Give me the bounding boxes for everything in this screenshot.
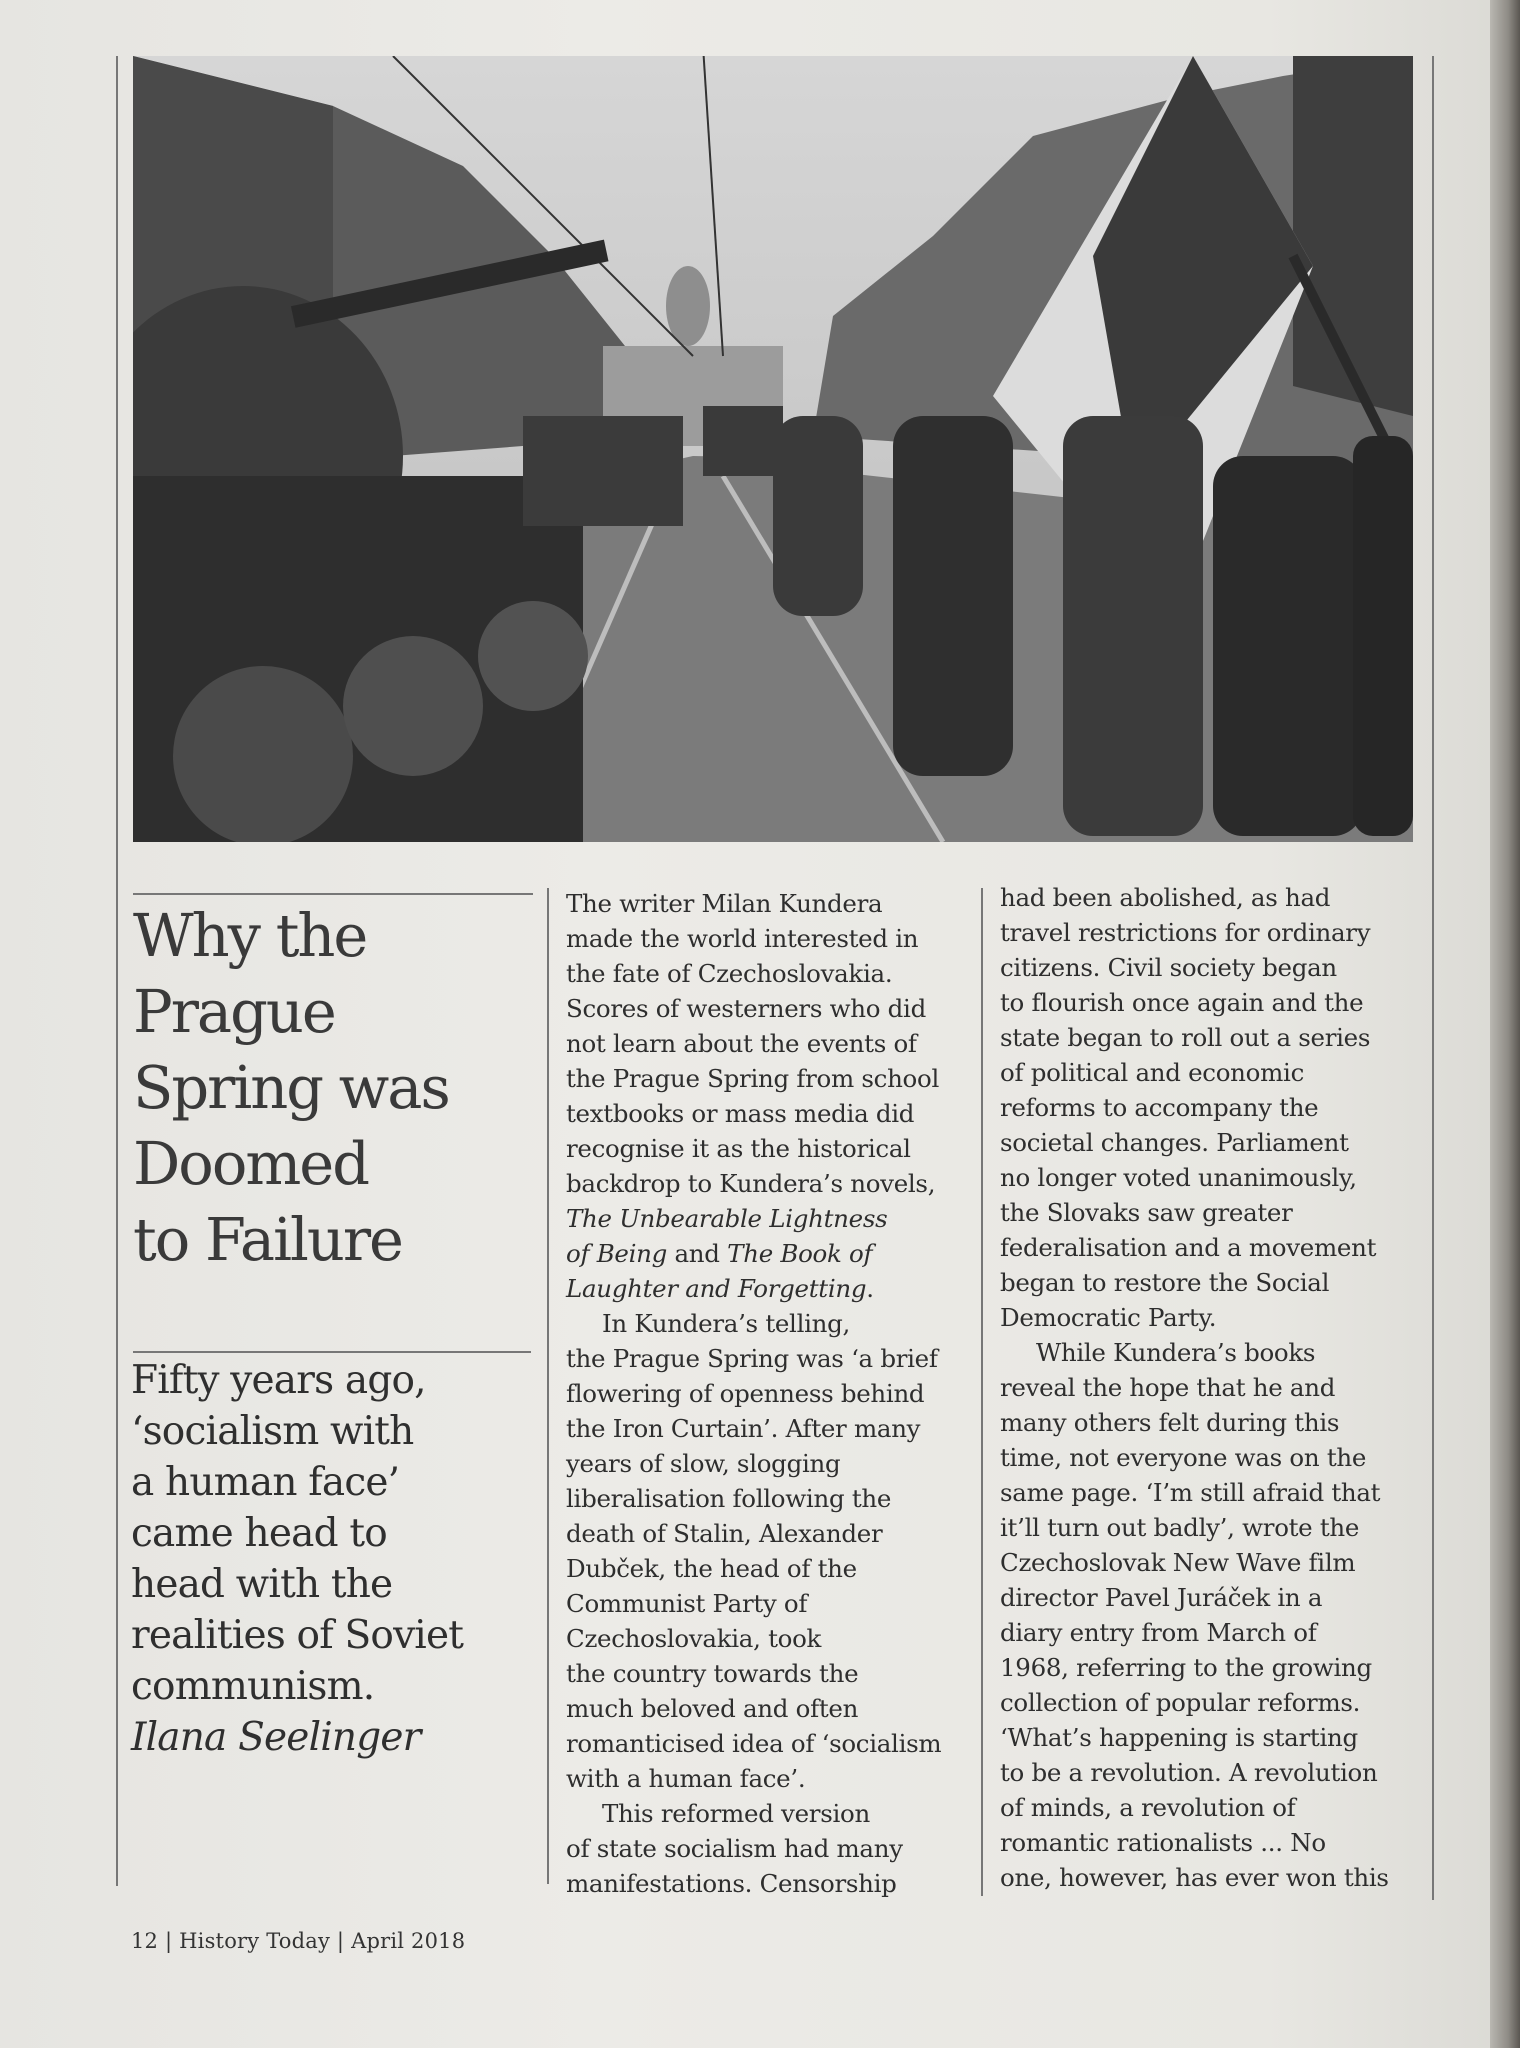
text-line: textbooks or mass media did xyxy=(566,1099,915,1128)
text-line: state began to roll out a series xyxy=(1000,1023,1371,1052)
text-line: no longer voted unanimously, xyxy=(1000,1163,1357,1192)
text-line: it’ll turn out badly’, wrote the xyxy=(1000,1513,1360,1542)
text-line: the country towards the xyxy=(566,1659,859,1688)
text-line: the Prague Spring from school xyxy=(566,1064,939,1093)
standfirst-line: communism. xyxy=(131,1664,375,1709)
text-line: backdrop to Kundera’s novels, xyxy=(566,1169,936,1198)
text-line: travel restrictions for ordinary xyxy=(1000,918,1371,947)
text-line: of political and economic xyxy=(1000,1058,1304,1087)
author-name: Ilana Seelinger xyxy=(131,1715,421,1760)
paragraph xyxy=(1000,1335,1410,1895)
text-line xyxy=(566,1236,966,1271)
text-line: romantic rationalists ... No xyxy=(1000,1828,1326,1857)
text-line: not learn about the events of xyxy=(566,1029,917,1058)
column-rule-right-edge xyxy=(1432,56,1434,1900)
text-line: of state socialism had many xyxy=(566,1834,903,1863)
paragraph xyxy=(566,1796,966,1901)
text-line: director Pavel Juráček in a xyxy=(1000,1583,1323,1612)
title-top-rule xyxy=(133,893,533,895)
text-line: Scores of westerners who did xyxy=(566,994,926,1023)
text-line: collection of popular reforms. xyxy=(1000,1688,1361,1717)
text-line: Communist Party of xyxy=(566,1589,808,1618)
paragraph xyxy=(1000,880,1410,1335)
article-standfirst xyxy=(131,1355,551,1763)
text-line: 1968, referring to the growing xyxy=(1000,1653,1372,1682)
standfirst-line: realities of Soviet xyxy=(131,1613,464,1658)
text-line: the Iron Curtain’. After many xyxy=(566,1414,921,1443)
text-line: While Kundera’s books xyxy=(1036,1338,1316,1367)
text-line: In Kundera’s telling, xyxy=(602,1309,851,1338)
standfirst-line: a human face’ xyxy=(131,1460,400,1505)
column-rule-left-edge xyxy=(116,56,118,1886)
article-title xyxy=(133,898,533,1278)
text-line: had been abolished, as had xyxy=(1000,883,1331,912)
text-line: with a human face’. xyxy=(566,1764,806,1793)
text-line: years of slow, slogging xyxy=(566,1449,841,1478)
title-line: to Failure xyxy=(133,1205,402,1274)
text-line: death of Stalin, Alexander xyxy=(566,1519,883,1548)
text-line: the Slovaks saw greater xyxy=(1000,1198,1293,1227)
text-line: much beloved and often xyxy=(566,1694,859,1723)
punctuation: . xyxy=(866,1274,874,1303)
text-line: of minds, a revolution of xyxy=(1000,1793,1296,1822)
book-title: Laughter and Forgetting xyxy=(566,1274,867,1303)
text-line: Democratic Party. xyxy=(1000,1303,1217,1332)
body-column-2 xyxy=(566,886,966,1901)
text-line: citizens. Civil society began xyxy=(1000,953,1337,982)
text-line xyxy=(566,1271,966,1306)
text-line xyxy=(566,1201,966,1236)
article-photo-tanks-prague xyxy=(133,56,1413,842)
text-line: ‘What’s happening is starting xyxy=(1000,1723,1358,1752)
text-line: societal changes. Parliament xyxy=(1000,1128,1349,1157)
text-line: time, not everyone was on the xyxy=(1000,1443,1367,1472)
conjunction: and xyxy=(667,1239,728,1268)
title-line: Spring was xyxy=(133,1053,449,1122)
book-title: of Being xyxy=(566,1239,668,1268)
text-line: romanticised idea of ‘socialism xyxy=(566,1729,942,1758)
text-line: federalisation and a movement xyxy=(1000,1233,1377,1262)
title-bottom-rule xyxy=(133,1351,531,1353)
text-line: manifestations. Censorship xyxy=(566,1869,897,1898)
text-line: to flourish once again and the xyxy=(1000,988,1364,1017)
standfirst-line: Fifty years ago, xyxy=(131,1358,426,1403)
standfirst-line: came head to xyxy=(131,1511,387,1556)
text-line: reforms to accompany the xyxy=(1000,1093,1319,1122)
text-line: one, however, has ever won this xyxy=(1000,1863,1389,1892)
book-title: The Book of xyxy=(727,1239,873,1268)
text-line: Czechoslovakia, took xyxy=(566,1624,822,1653)
text-line: Dubček, the head of the xyxy=(566,1554,857,1583)
text-line: flowering of openness behind xyxy=(566,1379,925,1408)
title-line: Prague xyxy=(133,977,335,1046)
text-line: The writer Milan Kundera xyxy=(566,889,883,918)
text-line: This reformed version xyxy=(602,1799,870,1828)
paragraph xyxy=(566,886,966,1306)
standfirst-line: ‘socialism with xyxy=(131,1409,414,1454)
body-column-3 xyxy=(1000,880,1410,1895)
text-line: the Prague Spring was ‘a brief xyxy=(566,1344,938,1373)
text-line: diary entry from March of xyxy=(1000,1618,1317,1647)
title-line: Why the xyxy=(133,901,367,970)
paragraph xyxy=(566,1306,966,1796)
text-line: reveal the hope that he and xyxy=(1000,1373,1336,1402)
text-line: to be a revolution. A revolution xyxy=(1000,1758,1378,1787)
standfirst-line: head with the xyxy=(131,1562,393,1607)
text-line: began to restore the Social xyxy=(1000,1268,1330,1297)
text-line: recognise it as the historical xyxy=(566,1134,911,1163)
text-line: Czechoslovak New Wave film xyxy=(1000,1548,1356,1577)
photo-illustration xyxy=(133,56,1413,842)
column-rule-2 xyxy=(981,888,983,1896)
page-edge-shadow xyxy=(1490,0,1520,2048)
page-footer: 12 | History Today | April 2018 xyxy=(131,1929,466,1953)
text-line: the fate of Czechoslovakia. xyxy=(566,959,893,988)
title-line: Doomed xyxy=(133,1129,368,1198)
text-line: same page. ‘I’m still afraid that xyxy=(1000,1478,1381,1507)
book-title: The Unbearable Lightness xyxy=(566,1204,888,1233)
text-line: liberalisation following the xyxy=(566,1484,892,1513)
text-line: many others felt during this xyxy=(1000,1408,1340,1437)
text-line: made the world interested in xyxy=(566,924,919,953)
